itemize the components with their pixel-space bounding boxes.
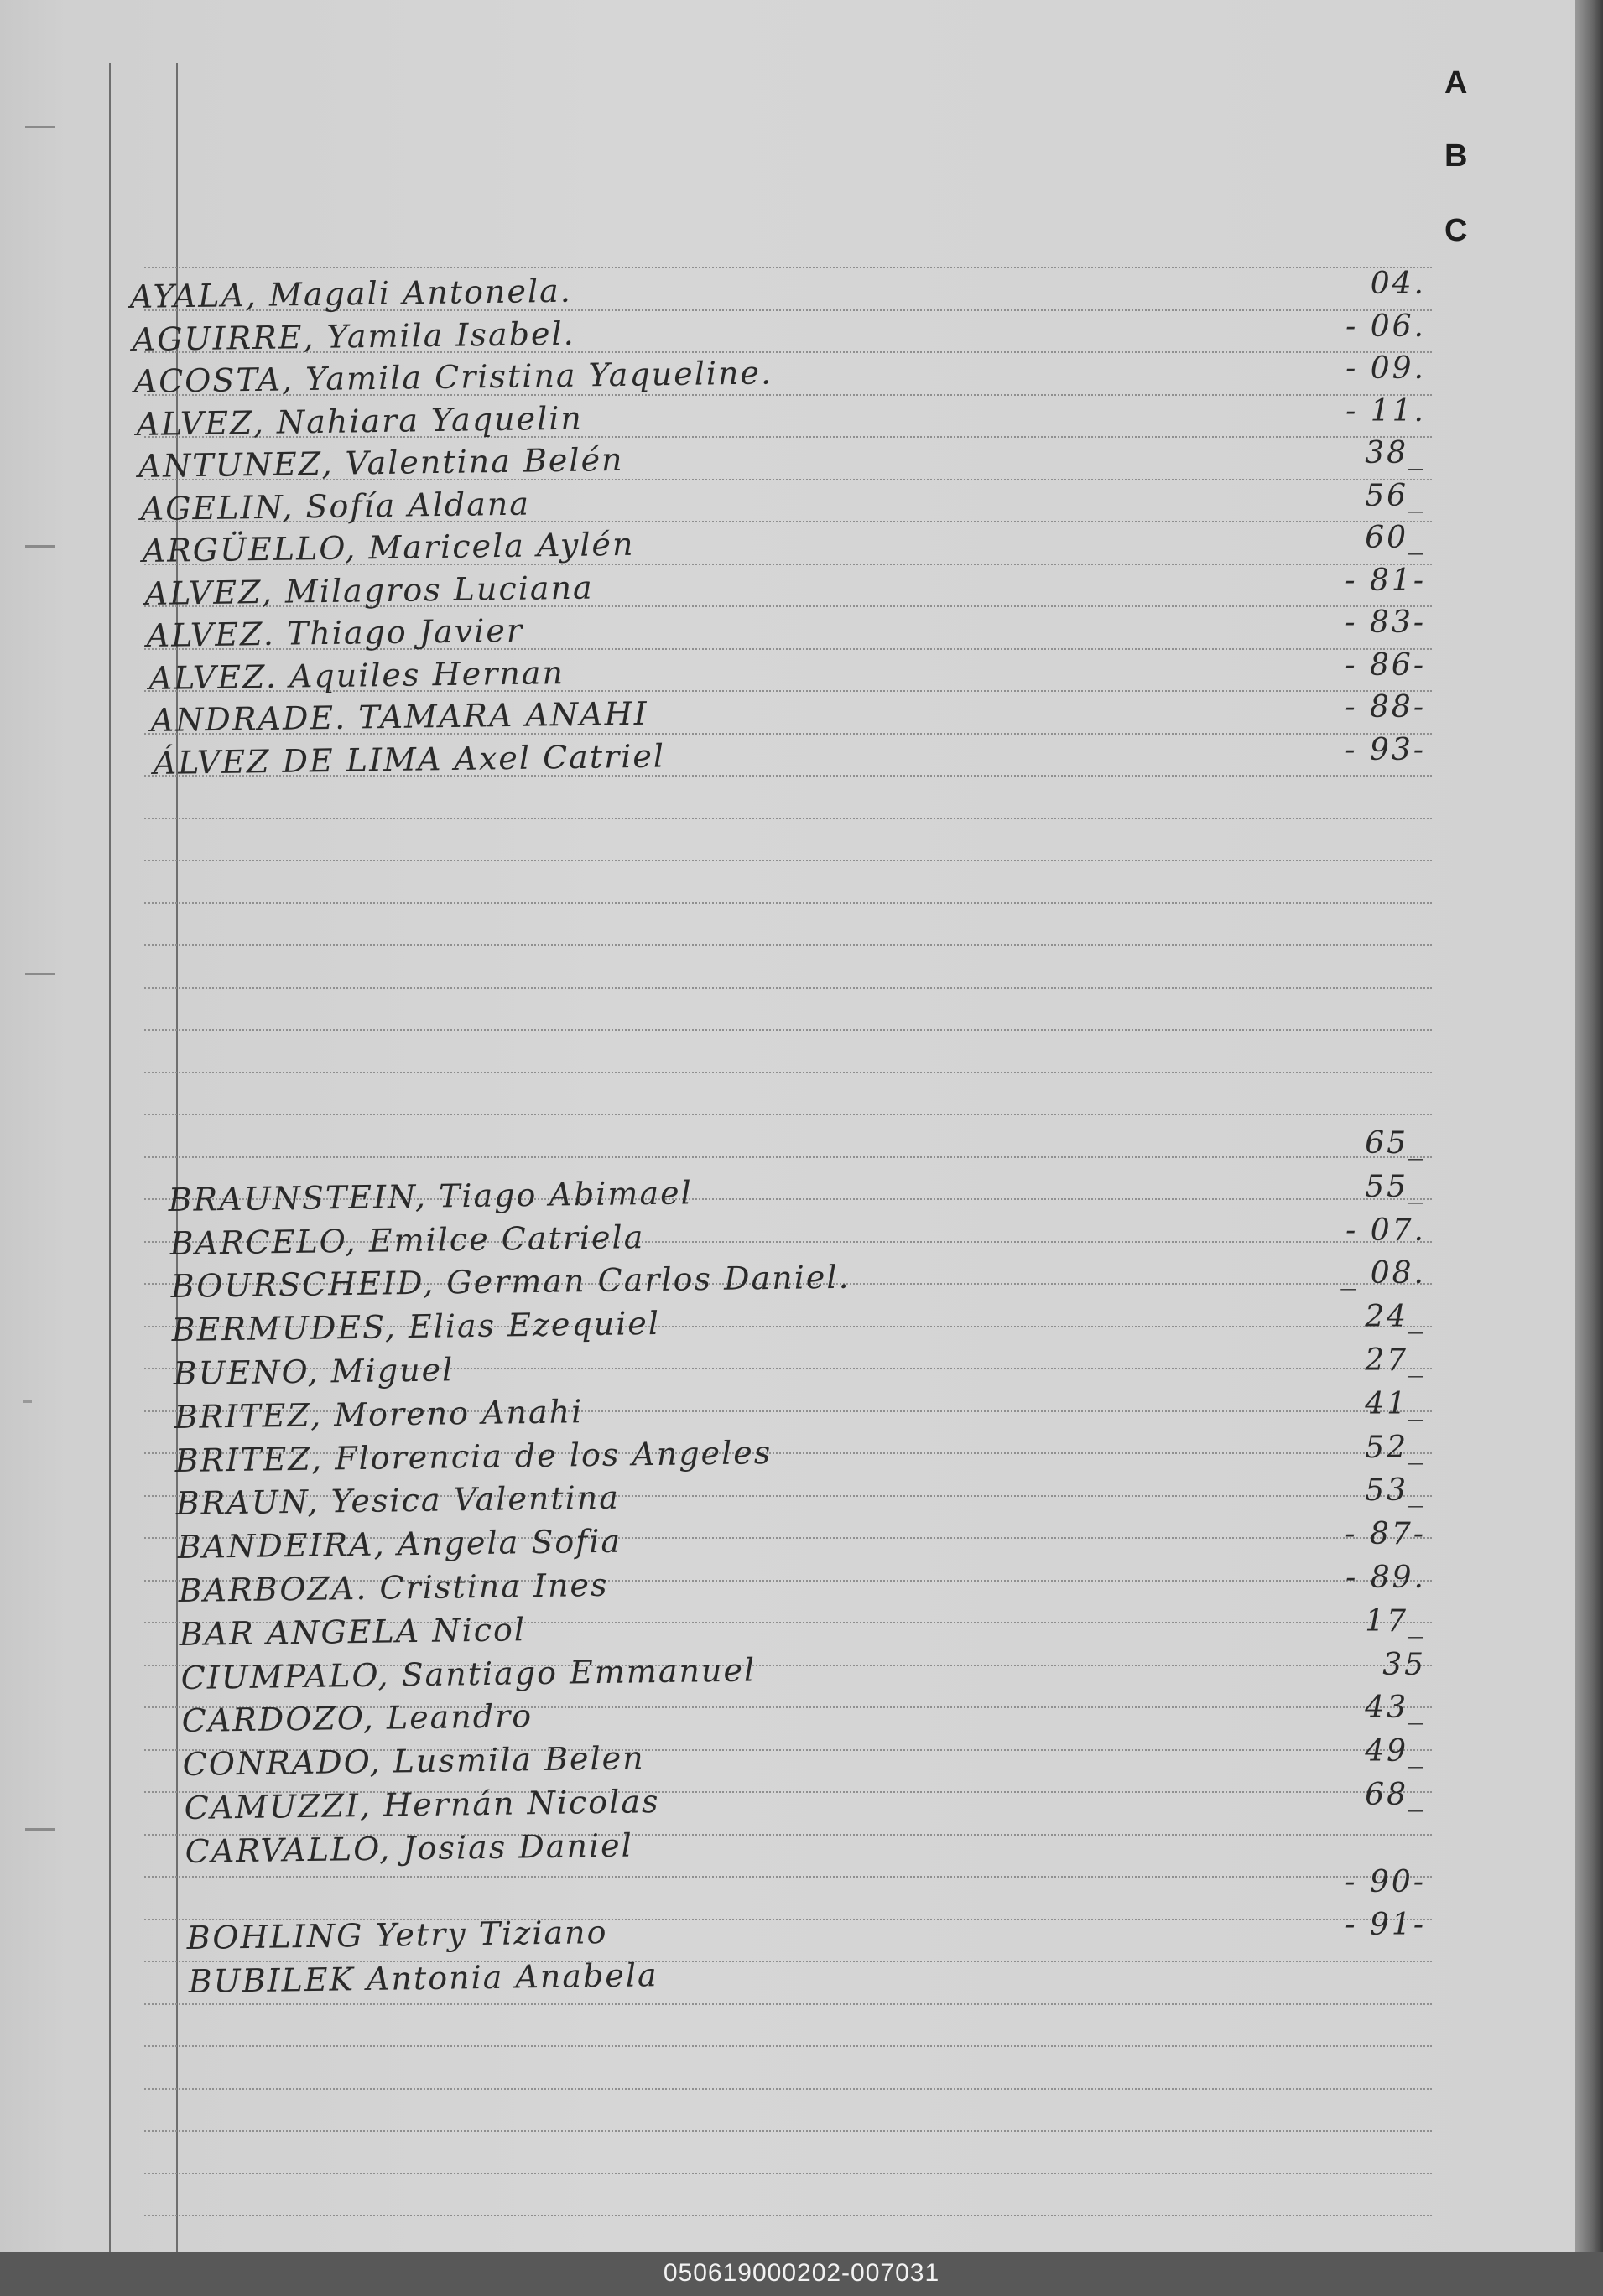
ruled-line bbox=[144, 860, 1432, 861]
ruled-line bbox=[144, 818, 1432, 819]
student-name: BOURSCHEID, German Carlos Daniel. bbox=[170, 1259, 851, 1306]
student-name: BANDEIRA, Angela Sofia bbox=[177, 1522, 622, 1566]
ruled-line bbox=[144, 2088, 1432, 2090]
student-name: ALVEZ. Thiago Javier bbox=[146, 611, 524, 654]
binding-mark bbox=[23, 1400, 32, 1403]
binding-mark bbox=[25, 545, 55, 548]
list-number: 41_ bbox=[1365, 1386, 1426, 1421]
ruled-line bbox=[144, 2045, 1432, 2047]
student-name: BRAUN, Yesica Valentina bbox=[175, 1479, 621, 1523]
student-name: ALVEZ, Nahiara Yaquelin bbox=[135, 399, 583, 443]
binding-mark bbox=[25, 126, 55, 128]
student-name: CAMUZZI, Hernán Nicolas bbox=[183, 1783, 660, 1826]
ruled-line bbox=[144, 1114, 1432, 1115]
list-number: 27_ bbox=[1365, 1343, 1426, 1378]
list-number: 55_ bbox=[1365, 1169, 1426, 1204]
ruled-line bbox=[144, 1876, 1432, 1878]
list-number: 49_ bbox=[1365, 1734, 1426, 1769]
student-name: AGELIN, Sofía Aldana bbox=[139, 485, 530, 527]
ruled-line bbox=[144, 944, 1432, 946]
student-name: BRITEZ, Florencia de los Angeles bbox=[174, 1433, 773, 1479]
list-number: _ 08. bbox=[1340, 1256, 1426, 1291]
student-name: ANDRADE. TAMARA ANAHI bbox=[150, 694, 649, 739]
list-number: 24_ bbox=[1365, 1300, 1426, 1335]
list-number: - 07. bbox=[1345, 1213, 1426, 1248]
ruled-line bbox=[144, 2130, 1432, 2132]
student-name: BUENO, Miguel bbox=[172, 1351, 454, 1392]
student-name: ARGÜELLO, Maricela Aylén bbox=[142, 525, 635, 569]
list-number: 56_ bbox=[1365, 478, 1426, 513]
list-number: - 06. bbox=[1345, 309, 1426, 344]
ruled-line bbox=[144, 1072, 1432, 1073]
ruled-line bbox=[144, 987, 1432, 989]
student-name: CONRADO, Lusmila Belen bbox=[182, 1739, 646, 1784]
list-number: - 89. bbox=[1345, 1561, 1426, 1595]
list-number: 52_ bbox=[1365, 1430, 1426, 1465]
student-name: BRAUNSTEIN, Tiago Abimael bbox=[168, 1174, 694, 1218]
list-number: 17_ bbox=[1365, 1603, 1426, 1639]
student-name: BOHLING Yetry Tiziano bbox=[186, 1914, 609, 1957]
student-name: AYALA, Magali Antonela. bbox=[129, 272, 573, 315]
list-number: - 88- bbox=[1345, 690, 1426, 725]
student-name: ACOSTA, Yamila Cristina Yaqueline. bbox=[133, 354, 773, 400]
student-name: BUBILEK Antonia Anabela bbox=[188, 1956, 658, 2001]
tab-letter-a[interactable]: A bbox=[1444, 65, 1468, 101]
spiral-binding-strip bbox=[0, 0, 67, 2252]
list-number: 68_ bbox=[1365, 1778, 1426, 1812]
list-number: - 81- bbox=[1345, 563, 1426, 598]
student-name: CARDOZO, Leandro bbox=[181, 1697, 533, 1740]
list-number: - 90- bbox=[1345, 1864, 1426, 1899]
document-id: 050619000202-007031 bbox=[663, 2259, 940, 2287]
student-name: CIUMPALO, Santiago Emmanuel bbox=[180, 1651, 756, 1696]
ruled-line bbox=[144, 267, 1432, 268]
list-number: - 87- bbox=[1345, 1517, 1426, 1552]
student-name: ANTUNEZ, Valentina Belén bbox=[138, 440, 624, 485]
list-number: 35 bbox=[1382, 1647, 1426, 1682]
margin-line-outer bbox=[109, 63, 111, 2252]
student-name: BARBOZA. Cristina Ines bbox=[178, 1566, 609, 1609]
student-name: CARVALLO, Josias Daniel bbox=[185, 1826, 633, 1870]
ruled-line bbox=[144, 1156, 1432, 1158]
student-name: BARCELO, Emilce Catriela bbox=[169, 1218, 645, 1262]
binding-mark bbox=[25, 973, 55, 975]
list-number: 65_ bbox=[1365, 1126, 1426, 1161]
student-name: AGUIRRE, Yamila Isabel. bbox=[131, 314, 575, 358]
list-number: 43_ bbox=[1365, 1691, 1426, 1726]
tab-letter-c[interactable]: C bbox=[1444, 213, 1468, 248]
ruled-line bbox=[144, 2215, 1432, 2216]
list-number: - 86- bbox=[1345, 647, 1426, 683]
list-number: 38_ bbox=[1365, 436, 1426, 470]
student-name: BAR ANGELA Nicol bbox=[179, 1611, 527, 1653]
list-number: - 91- bbox=[1345, 1908, 1426, 1943]
list-number: 60_ bbox=[1365, 521, 1426, 555]
ruled-line bbox=[144, 2003, 1432, 2005]
student-name: ALVEZ. Aquiles Hernan bbox=[148, 653, 565, 697]
student-name: ÁLVEZ DE LIMA Axel Catriel bbox=[152, 736, 665, 782]
ruled-line bbox=[144, 2173, 1432, 2174]
tab-letter-b[interactable]: B bbox=[1444, 138, 1468, 174]
list-number: 53_ bbox=[1365, 1473, 1426, 1509]
student-name: BERMUDES, Elias Ezequiel bbox=[171, 1305, 661, 1349]
student-name: BRITEZ, Moreno Anahi bbox=[174, 1392, 584, 1436]
list-number: - 09. bbox=[1345, 351, 1426, 386]
ruled-line bbox=[144, 902, 1432, 904]
ruled-line bbox=[144, 1029, 1432, 1031]
list-number: 04. bbox=[1370, 267, 1426, 301]
binding-mark bbox=[25, 1828, 55, 1831]
list-number: - 93- bbox=[1345, 732, 1426, 767]
list-number: - 83- bbox=[1345, 605, 1426, 640]
student-name: ALVEZ, Milagros Luciana bbox=[143, 569, 594, 612]
list-number: - 11. bbox=[1345, 393, 1426, 429]
page-right-edge bbox=[1575, 0, 1603, 2252]
